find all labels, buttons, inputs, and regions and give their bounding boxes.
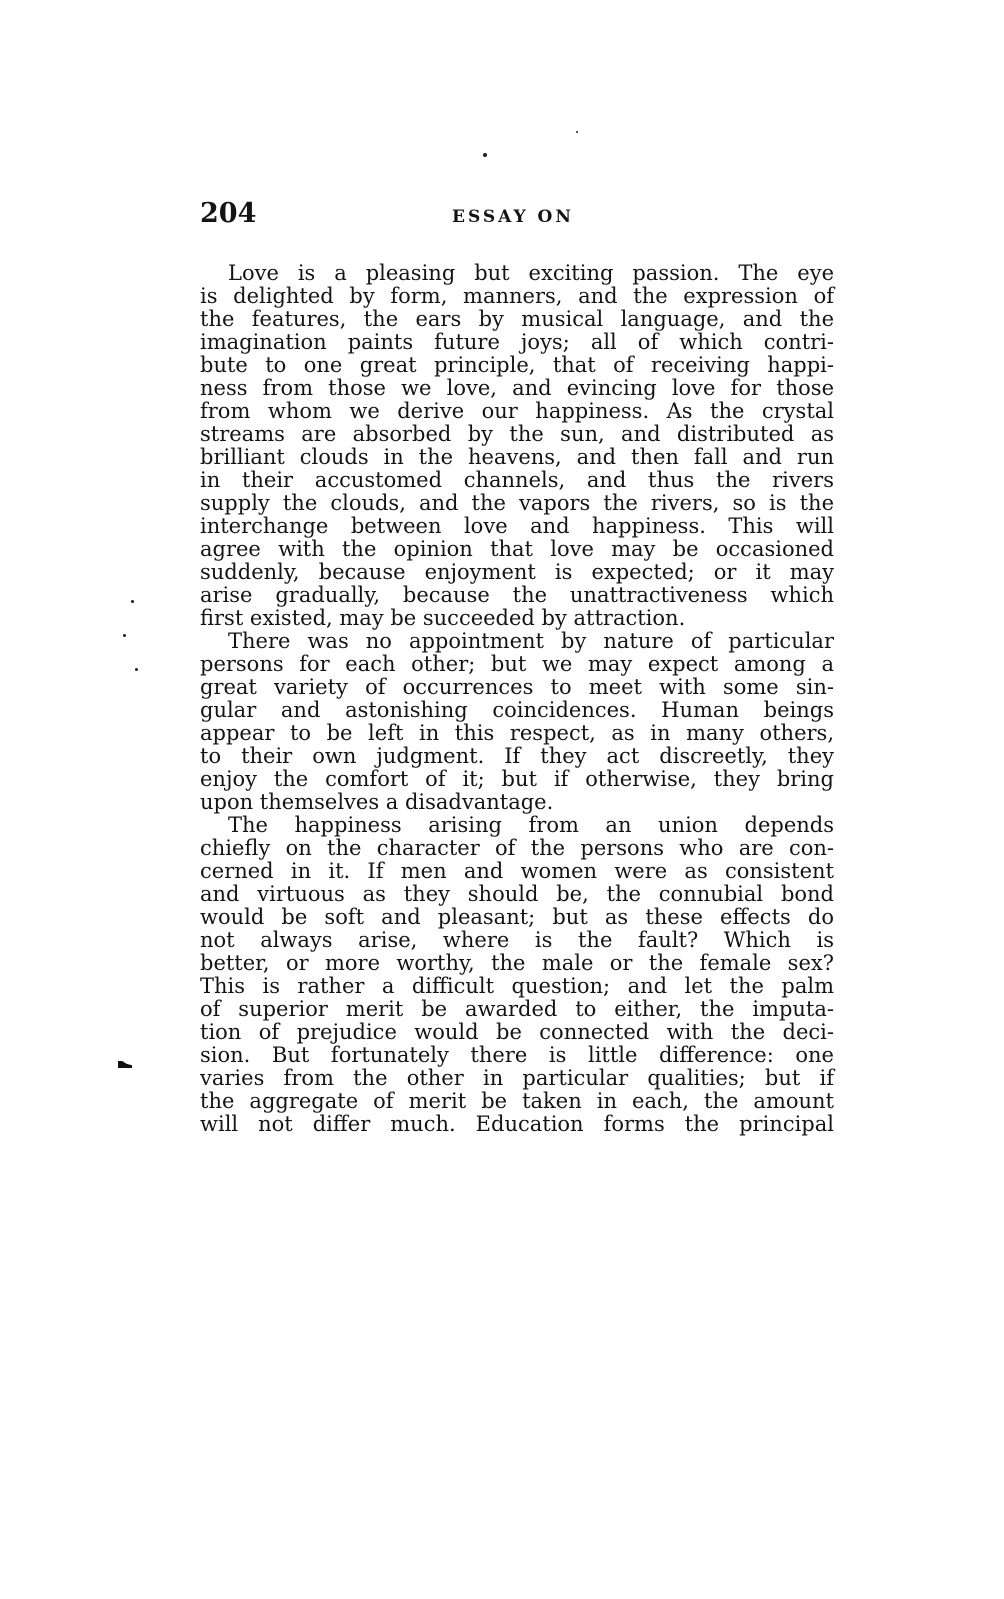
text-line: There was no appointment by nature of particular bbox=[228, 629, 834, 653]
page-header bbox=[200, 198, 840, 238]
text-line: is delighted by form, manners, and the expression of bbox=[200, 284, 834, 308]
text-line: to their own judgment. If they act discreetly, they bbox=[200, 744, 834, 768]
text-line: persons for each other; but we may expect among a bbox=[200, 652, 834, 676]
text-line: great variety of occurrences to meet with some sin- bbox=[200, 675, 834, 699]
text-line: better, or more worthy, the male or the female sex? bbox=[200, 951, 834, 975]
text-line: cerned in it. If men and women were as consistent bbox=[200, 859, 834, 883]
text-line: ness from those we love, and evincing love for those bbox=[200, 376, 834, 400]
text-line: interchange between love and happiness. This will bbox=[200, 514, 834, 538]
running-head: ESSAY ON bbox=[452, 207, 574, 227]
ink-mark bbox=[118, 1061, 132, 1068]
text-line: would be soft and pleasant; but as these effects do bbox=[200, 905, 834, 929]
text-line: tion of prejudice would be connected with the deci- bbox=[200, 1020, 834, 1044]
text-line: arise gradually, because the unattractiveness which bbox=[200, 583, 834, 607]
text-line: agree with the opinion that love may be occasioned bbox=[200, 537, 834, 561]
text-line: first existed, may be succeeded by attraction. bbox=[200, 606, 686, 630]
text-line: the aggregate of merit be taken in each, the amount bbox=[200, 1089, 834, 1113]
text-line: will not differ much. Education forms the principal bbox=[200, 1112, 834, 1136]
text-line: from whom we derive our happiness. As the crystal bbox=[200, 399, 834, 423]
text-line: of superior merit be awarded to either, the imputa- bbox=[200, 997, 834, 1021]
body-text bbox=[200, 262, 834, 1136]
text-line: enjoy the comfort of it; but if otherwise, they bring bbox=[200, 767, 834, 791]
text-line: suddenly, because enjoyment is expected; or it may bbox=[200, 560, 834, 584]
text-line: This is rather a difficult question; and let the palm bbox=[200, 974, 834, 998]
text-line: appear to be left in this respect, as in many others, bbox=[200, 721, 834, 745]
text-line: The happiness arising from an union depends bbox=[228, 813, 834, 837]
text-line: varies from the other in particular qualities; but if bbox=[200, 1066, 834, 1090]
ink-speck bbox=[576, 131, 578, 133]
ink-speck bbox=[131, 600, 134, 603]
text-line: sion. But fortunately there is little difference: one bbox=[200, 1043, 834, 1067]
ink-speck bbox=[135, 668, 138, 671]
ink-speck bbox=[123, 634, 126, 637]
text-line: imagination paints future joys; all of which contri- bbox=[200, 330, 834, 354]
text-line: and virtuous as they should be, the connubial bond bbox=[200, 882, 834, 906]
text-line: streams are absorbed by the sun, and distributed as bbox=[200, 422, 834, 446]
text-line: brilliant clouds in the heavens, and then fall and run bbox=[200, 445, 834, 469]
text-line: supply the clouds, and the vapors the rivers, so is the bbox=[200, 491, 834, 515]
text-line: upon themselves a disadvantage. bbox=[200, 790, 554, 814]
ink-speck bbox=[483, 153, 487, 157]
text-line: chiefly on the character of the persons who are con- bbox=[200, 836, 834, 860]
text-line: bute to one great principle, that of receiving happi- bbox=[200, 353, 834, 377]
text-line: in their accustomed channels, and thus the rivers bbox=[200, 468, 834, 492]
text-line: not always arise, where is the fault? Which is bbox=[200, 928, 834, 952]
text-line: gular and astonishing coincidences. Human beings bbox=[200, 698, 834, 722]
page-number: 204 bbox=[200, 198, 257, 229]
text-line: the features, the ears by musical language, and the bbox=[200, 307, 834, 331]
text-line: Love is a pleasing but exciting passion. The eye bbox=[228, 261, 834, 285]
